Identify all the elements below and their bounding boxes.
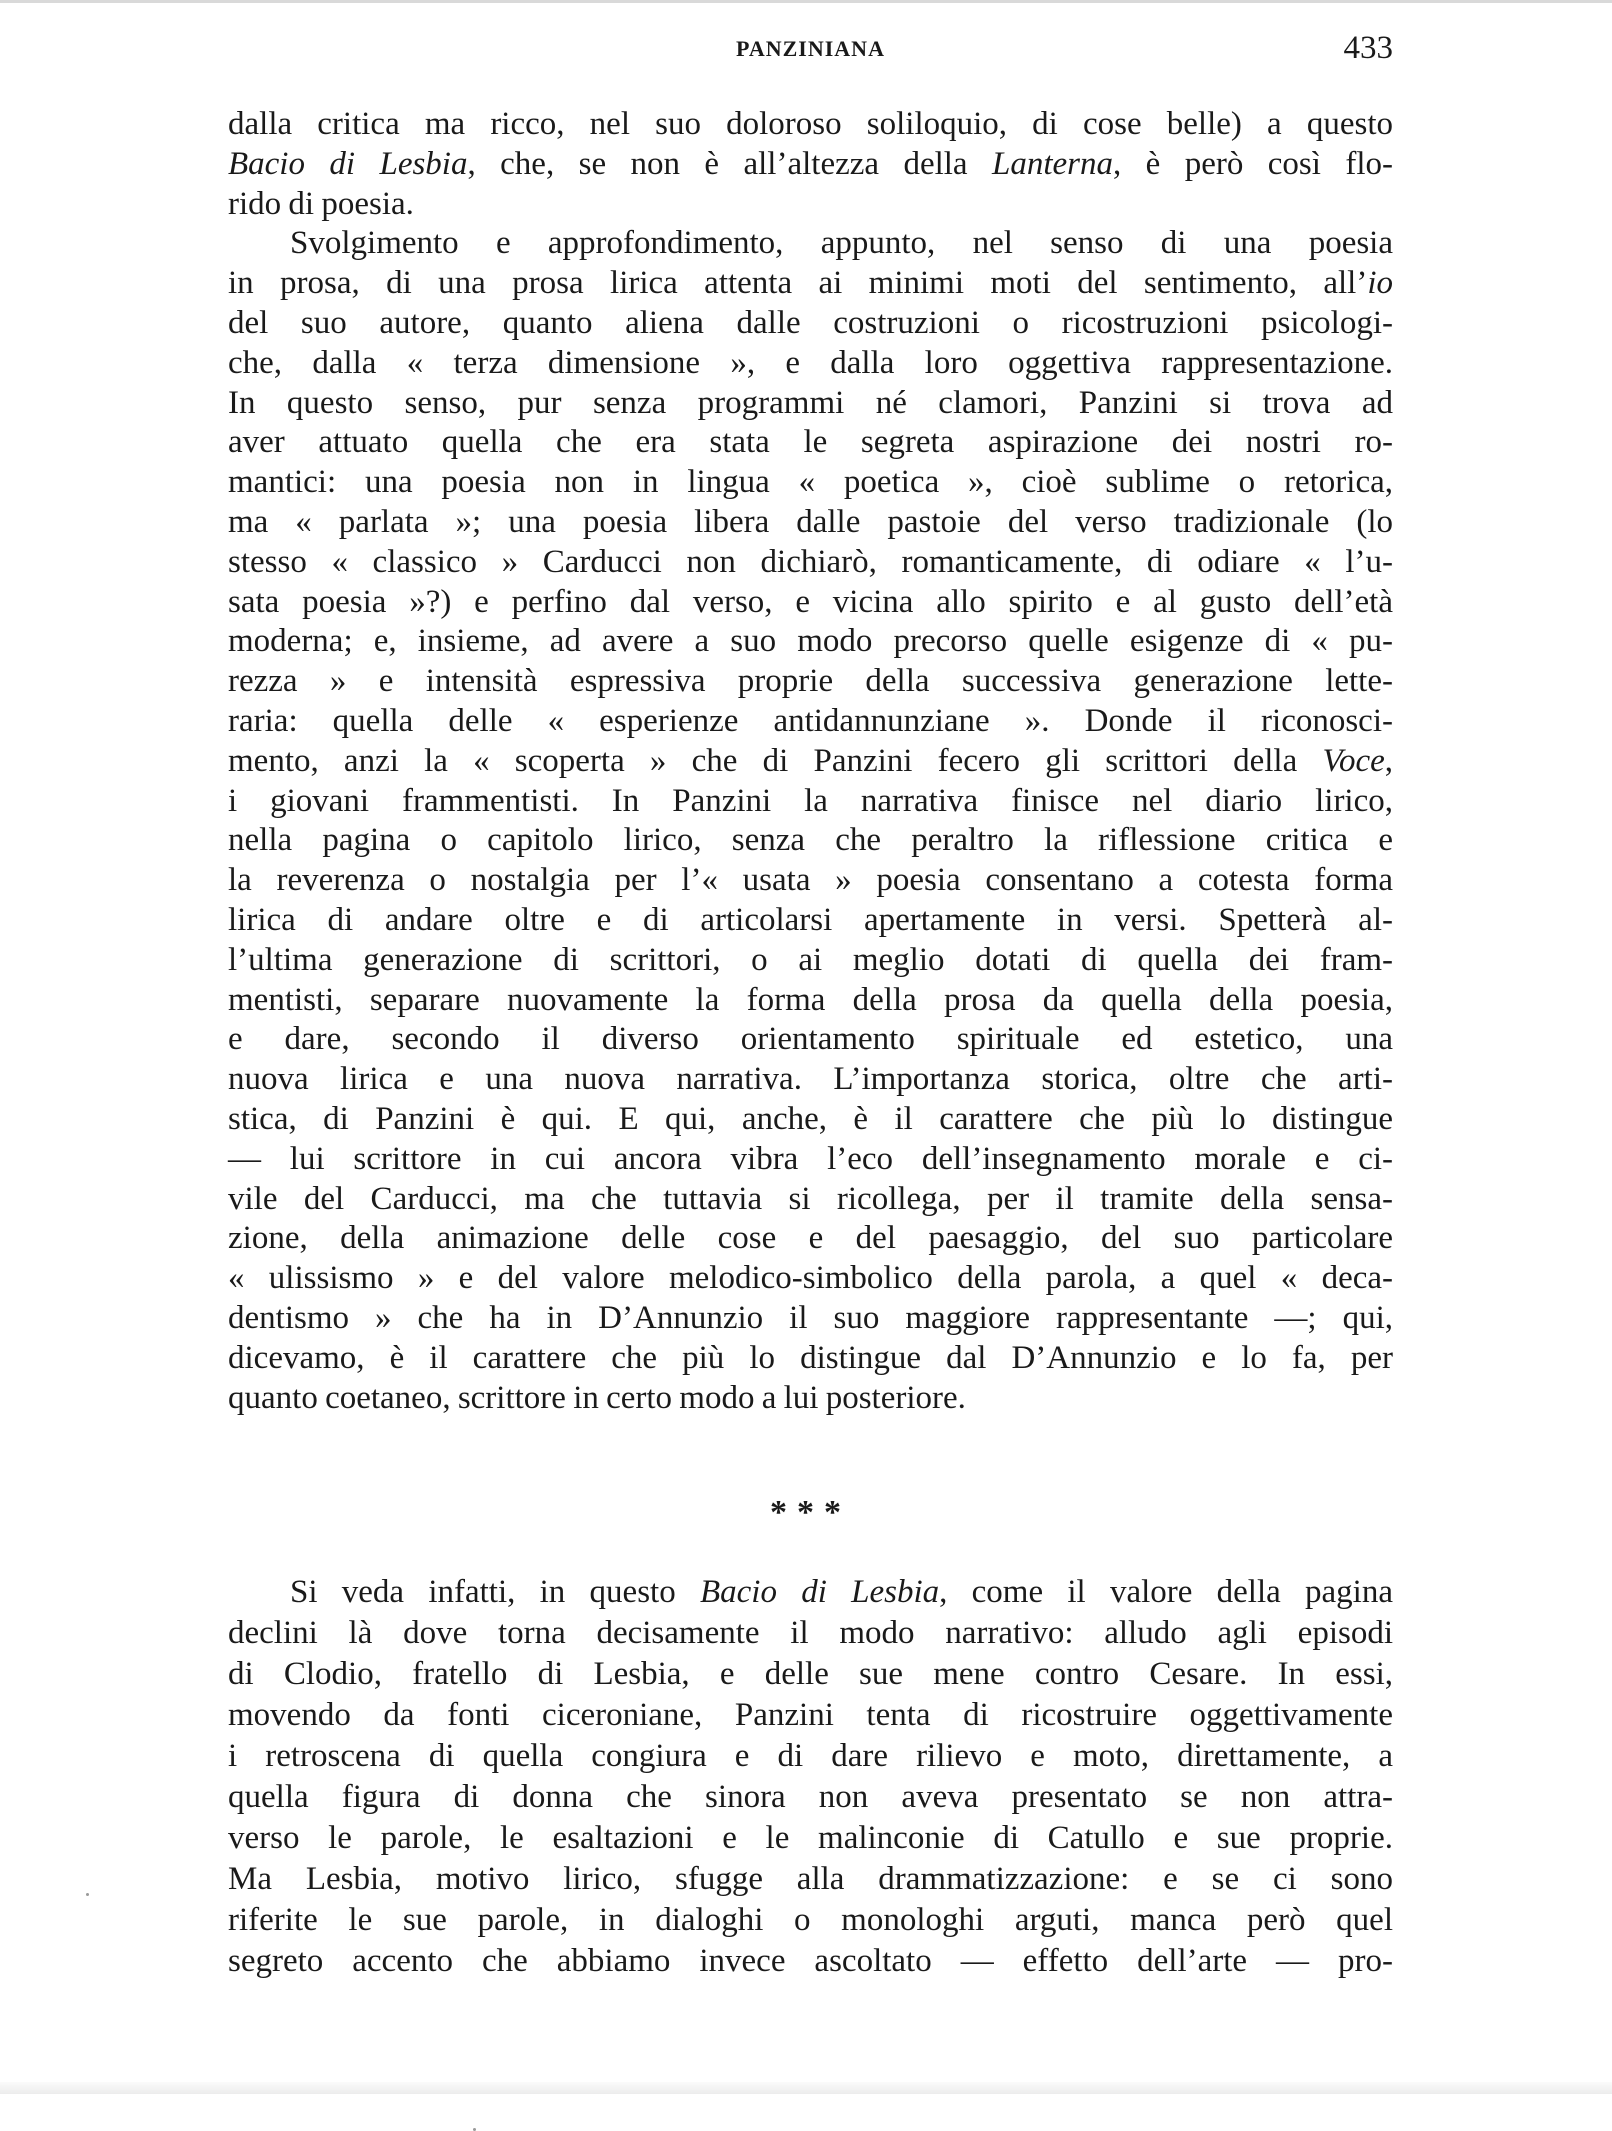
text-line — [228, 185, 1393, 225]
text-line — [228, 1140, 1393, 1180]
text-line — [228, 145, 1393, 185]
text-segment: quanto coetaneo, scrittore in certo modo a lui posteriore. — [228, 1379, 966, 1416]
text-segment: zione, della animazione delle cose e del paesaggio, del suo particolare — [228, 1220, 1393, 1257]
text-segment: mento, anzi la « scoperta » che di Panzini fecero gli scrittori della — [228, 742, 1323, 779]
text-segment: e dare, secondo il diverso orientamento spirituale ed estetico, una — [228, 1021, 1393, 1058]
text-line — [228, 583, 1393, 623]
text-line — [228, 1613, 1393, 1654]
text-segment: in prosa, di una prosa lirica attenta ai minimi moti del sentimento, all’ — [228, 265, 1368, 302]
text-segment: vile del Carducci, ma che tuttavia si ricollega, per il tramite della sensa- — [228, 1180, 1393, 1217]
text-line — [228, 1572, 1393, 1613]
text-line — [228, 702, 1393, 742]
text-line — [228, 1900, 1393, 1941]
text-segment: ma « parlata »; una poesia libera dalle pastoie del verso tradizionale (lo — [228, 503, 1393, 540]
page-bottom-edge — [0, 2082, 1612, 2094]
text-segment: dalla critica ma ricco, nel suo doloroso soliloquio, di cose belle) a questo — [228, 106, 1393, 142]
text-segment: quella figura di donna che sinora non aveva presentato se non attra- — [228, 1779, 1393, 1815]
text-line — [228, 1339, 1393, 1379]
text-line — [228, 742, 1393, 782]
text-segment: del suo autore, quanto aliena dalle costruzioni o ricostruzioni psicologi- — [228, 304, 1393, 341]
italic-title-text: Bacio di Lesbia — [699, 1574, 940, 1610]
text-line — [228, 1259, 1393, 1299]
text-segment: , come il valore della pagina — [939, 1574, 1393, 1610]
paragraph — [228, 105, 1393, 224]
text-segment: « ulissismo » e del valore melodico-simbolico della parola, a quel « deca- — [228, 1260, 1393, 1297]
text-segment: i giovani frammentisti. In Panzini la narrativa finisce nel diario lirico, — [228, 782, 1393, 819]
text-line — [228, 1219, 1393, 1259]
text-segment: dentismo » che ha in D’Annunzio il suo maggiore rappresentante —; qui, — [228, 1299, 1393, 1336]
text-line — [228, 1736, 1393, 1777]
scan-speck — [86, 1893, 89, 1896]
italic-title-text: Lanterna — [992, 145, 1114, 182]
text-segment: mantici: una poesia non in lingua « poetica », cioè sublime o retorica, — [228, 464, 1393, 501]
text-line — [228, 344, 1393, 384]
text-segment: , che, se non è all’altezza della — [467, 145, 992, 182]
text-segment: movendo da fonti ciceroniane, Panzini tenta di ricostruire oggettivamente — [228, 1697, 1393, 1733]
text-segment: In questo senso, pur senza programmi né clamori, Panzini si trova ad — [228, 384, 1393, 421]
text-segment: Svolgimento e approfondimento, appunto, nel senso di una poesia — [290, 225, 1393, 262]
text-line — [228, 662, 1393, 702]
text-segment: la reverenza o nostalgia per l’« usata » poesia consentano a cotesta forma — [228, 862, 1393, 899]
text-line — [228, 941, 1393, 981]
text-line — [228, 264, 1393, 304]
text-line — [228, 1818, 1393, 1859]
text-line — [228, 224, 1393, 264]
text-line — [228, 105, 1393, 145]
text-segment: che, dalla « terza dimensione », e dalla loro oggettiva rappresentazione. — [228, 344, 1393, 381]
italic-title-text: Bacio di Lesbia — [228, 145, 468, 182]
text-segment: verso le parole, le esaltazioni e le malinconie di Catullo e sue proprie. — [228, 1820, 1393, 1856]
text-line — [228, 463, 1393, 503]
text-segment: l’ultima generazione di scrittori, o ai meglio dotati di quella dei fram- — [228, 941, 1393, 978]
text-line — [228, 821, 1393, 861]
body-section-2 — [228, 1572, 1393, 1982]
text-segment: , è però così flo- — [1113, 145, 1394, 182]
text-segment: segreto accento che abbiamo invece ascoltato — effetto dell’arte — pro- — [228, 1943, 1393, 1979]
italic-title-text: Voce — [1322, 742, 1385, 779]
text-segment: mentisti, separare nuovamente la forma della prosa da quella della poesia, — [228, 981, 1393, 1018]
text-line — [228, 1060, 1393, 1100]
text-segment: nella pagina o capitolo lirico, senza che peraltro la riflessione critica e — [228, 822, 1393, 859]
text-segment: i retroscena di quella congiura e di dare rilievo e moto, direttamente, a — [228, 1738, 1393, 1774]
running-title: PANZINIANA — [736, 36, 885, 61]
text-line — [228, 622, 1393, 662]
italic-title-text: io — [1367, 265, 1393, 302]
text-line — [228, 423, 1393, 463]
text-line — [228, 1180, 1393, 1220]
text-segment: nuova lirica e una nuova narrativa. L’importanza storica, oltre che arti- — [228, 1061, 1393, 1098]
text-segment: Si veda infatti, in questo — [290, 1574, 700, 1610]
text-line — [228, 1379, 1393, 1419]
page-number: 433 — [1343, 30, 1393, 66]
text-segment: Ma Lesbia, motivo lirico, sfugge alla drammatizzazione: e se ci sono — [228, 1861, 1393, 1897]
page-top-edge — [0, 0, 1612, 3]
text-segment: declini là dove torna decisamente il modo narrativo: alludo agli episodi — [228, 1615, 1393, 1651]
text-line — [228, 503, 1393, 543]
text-line — [228, 1777, 1393, 1818]
text-line — [228, 1654, 1393, 1695]
text-line — [228, 1020, 1393, 1060]
text-segment: rezza » e intensità espressiva proprie della successiva generazione lette- — [228, 663, 1393, 700]
text-segment: di Clodio, fratello di Lesbia, e delle sue mene contro Cesare. In essi, — [228, 1656, 1393, 1692]
text-line — [228, 543, 1393, 583]
text-segment: stica, di Panzini è qui. E qui, anche, è il carattere che più lo distingue — [228, 1100, 1393, 1137]
text-line — [228, 304, 1393, 344]
paragraph — [228, 1572, 1393, 1982]
text-segment: sata poesia »?) e perfino dal verso, e vicina allo spirito e al gusto dell’età — [228, 583, 1393, 620]
section-separator-asterisks: *** — [770, 1494, 851, 1531]
text-line — [228, 1100, 1393, 1140]
text-line — [228, 1299, 1393, 1339]
text-line — [228, 861, 1393, 901]
text-segment: raria: quella delle « esperienze antidannunziane ». Donde il riconosci- — [228, 702, 1393, 739]
text-line — [228, 1859, 1393, 1900]
text-segment: riferite le sue parole, in dialoghi o monologhi arguti, manca però quel — [228, 1902, 1393, 1938]
paragraph — [228, 224, 1393, 1418]
text-line — [228, 901, 1393, 941]
text-line — [228, 1941, 1393, 1982]
text-line — [228, 981, 1393, 1021]
text-segment: rido di poesia. — [228, 185, 414, 222]
text-line — [228, 782, 1393, 822]
running-header — [228, 30, 1393, 70]
text-segment: aver attuato quella che era stata le segreta aspirazione dei nostri ro- — [228, 424, 1393, 461]
text-segment: , — [1384, 742, 1393, 779]
text-segment: — lui scrittore in cui ancora vibra l’eco dell’insegnamento morale e ci- — [228, 1140, 1393, 1177]
text-segment: lirica di andare oltre e di articolarsi apertamente in versi. Spetterà al- — [228, 901, 1393, 938]
text-line — [228, 1695, 1393, 1736]
text-segment: moderna; e, insieme, ad avere a suo modo precorso quelle esigenze di « pu- — [228, 623, 1393, 660]
text-segment: dicevamo, è il carattere che più lo distingue dal D’Annunzio e lo fa, per — [228, 1339, 1393, 1376]
text-segment: stesso « classico » Carducci non dichiarò, romanticamente, di odiare « l’u- — [228, 543, 1393, 580]
body-section-1 — [228, 105, 1393, 1418]
text-line — [228, 384, 1393, 424]
